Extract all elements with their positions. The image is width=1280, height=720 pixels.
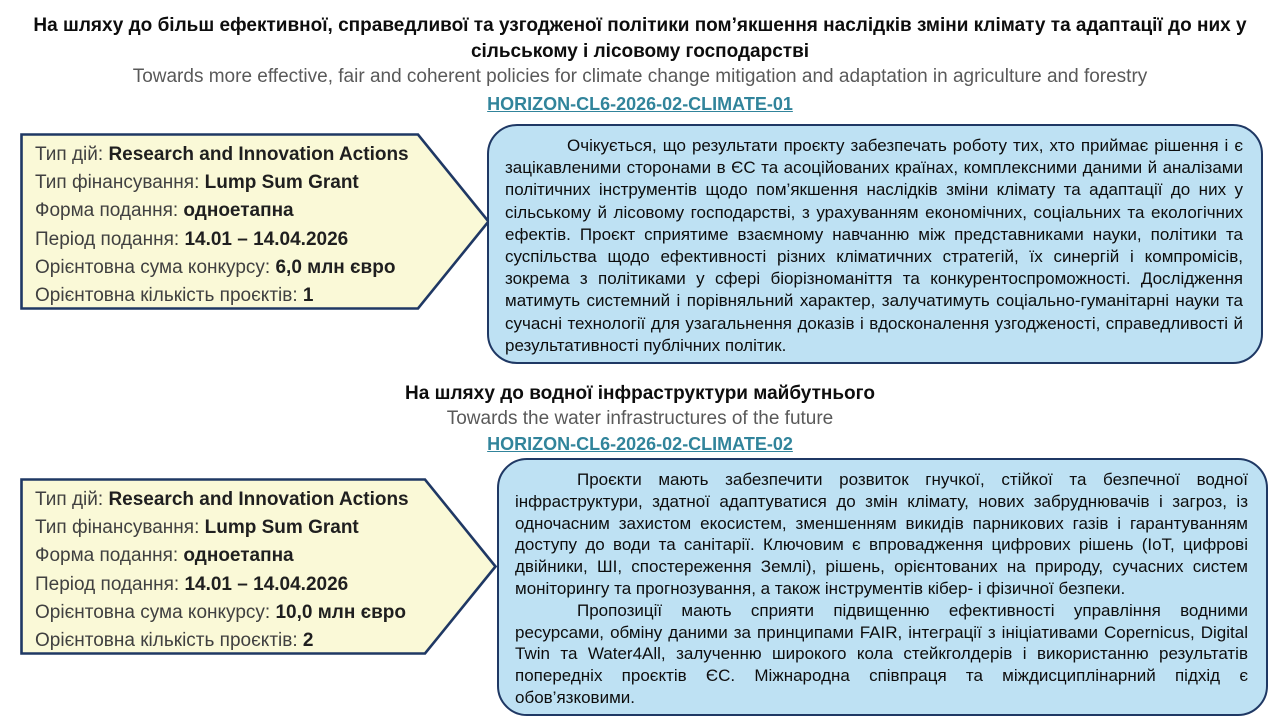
- info-row: [35, 141, 409, 169]
- info-row: [35, 197, 409, 225]
- info-row: [35, 571, 409, 599]
- info-label: Період подання:: [35, 228, 185, 250]
- info-value: 6,0 млн євро: [275, 256, 396, 278]
- call-2-title-uk: На шляху до водної інфраструктури майбутнього: [405, 383, 875, 404]
- info-label: Форма подання:: [35, 545, 184, 567]
- info-value: 2: [302, 630, 314, 652]
- info-label: Орієнтовна кількість проєктів:: [35, 285, 303, 307]
- info-row: [35, 542, 409, 570]
- info-value: Lump Sum Grant: [204, 517, 359, 539]
- call-1-description-box: [487, 124, 1263, 364]
- description-paragraph: Проєкти мають забезпечити розвиток гнучкої, стійкої та безпечної водної інфраструктури, здатної адаптуватися до змін клімату, нових забруднювачів і загроз, із одночасним захистом екосистем, зменшенням викидів парникових газів і гарантуванням доступу до води та санітарії. Ключовим є впровадження цифрових рішень (IoT, цифрові двійники, ШІ, спостереження Землі), рішень, орієнтованих на природу, сучасних систем моніторингу та прогнозування, а також інструментів кібер- і фізичної безпеки.: [515, 470, 1248, 598]
- info-value: Research and Innovation Actions: [108, 144, 409, 165]
- info-value: одноетапна: [183, 545, 294, 567]
- call-2-description-box: [497, 458, 1268, 716]
- info-label: Тип дій:: [35, 144, 109, 165]
- call-1-info-rows: [35, 141, 409, 310]
- info-label: Тип фінансування:: [35, 517, 205, 539]
- call-1-info-box: [20, 133, 490, 310]
- info-label: Орієнтовна сума конкурсу:: [35, 256, 276, 278]
- info-value: Lump Sum Grant: [204, 172, 359, 194]
- call-1-title-uk: На шляху до більш ефективної, справедливої та узгодженої політики пом’якшення наслідків зміни клімату та адаптації до них у сільському і лісовому господарстві: [33, 15, 1247, 62]
- info-value: 10,0 млн євро: [275, 601, 406, 623]
- info-label: Тип фінансування:: [35, 172, 205, 194]
- call-2-id-row: [0, 434, 1280, 455]
- info-value: Research and Innovation Actions: [108, 489, 409, 510]
- info-row: [35, 226, 409, 254]
- call-2-title-en: Towards the water infrastructures of the future: [446, 408, 834, 429]
- info-row: [35, 254, 409, 282]
- info-label: Орієнтовна сума конкурсу:: [35, 601, 276, 623]
- call-1-title-en: Towards more effective, fair and coherent policies for climate change mitigation and adaptation in agriculture and forestry: [132, 66, 1148, 87]
- call-1-id-link[interactable]: HORIZON-CL6-2026-02-CLIMATE-01: [487, 94, 793, 114]
- info-label: Період подання:: [35, 573, 185, 595]
- call-2-info-rows: [35, 486, 409, 655]
- info-value: 1: [302, 285, 314, 307]
- info-row: [35, 514, 409, 542]
- info-label: Орієнтовна кількість проєктів:: [35, 630, 303, 652]
- info-label: Форма подання:: [35, 200, 184, 222]
- info-row: [35, 282, 409, 310]
- info-value: 14.01 – 14.04.2026: [184, 228, 349, 250]
- description-paragraph: Пропозиції мають сприяти підвищенню ефективності управління водними ресурсами, обміну даними за принципами FAIR, інтеграції з ініціативами Copernicus, Digital Twin та Water4All, залученню широкого кола стейкголдерів і використанню результатів попередніх проєктів ЄС. Міжнародна співпраця та міждисциплінарний підхід є обов’язковими.: [515, 600, 1248, 707]
- description-paragraph: Очікується, що результати проєкту забезпечать роботу тих, хто приймає рішення і є зацікавленими сторонами в ЄС та асоційованих країнах, комплексними даними й аналізами політичних інструментів щодо пом’якшення наслідків зміни клімату та адаптації до них у сільському й лісовому господарстві, з урахуванням економічних, соціальних та екологічних ефектів. Проєкт сприятиме взаємному навчанню між представниками науки, політики та суспільства щодо ефективності різних кліматичних стратегій, їх синергій і компромісів, зокрема з політиками у сфері біорізноманіття та конкурентоспроможності. Дослідження матимуть системний і порівняльний характер, залучатимуть соціально-гуманітарні науки та сучасні технології для узагальнення доказів і вдосконалення узгодженості, справедливості й результативності публічних політик.: [505, 136, 1243, 355]
- call-2-info-box: [20, 478, 497, 655]
- info-row: [35, 627, 409, 655]
- info-value: 14.01 – 14.04.2026: [184, 573, 349, 595]
- call-2-id-link[interactable]: HORIZON-CL6-2026-02-CLIMATE-02: [487, 434, 793, 454]
- info-row: [35, 169, 409, 197]
- info-row: [35, 486, 409, 514]
- info-row: [35, 599, 409, 627]
- info-label: Тип дій:: [35, 489, 109, 510]
- info-value: одноетапна: [183, 200, 294, 222]
- call-1-id-row: [0, 94, 1280, 115]
